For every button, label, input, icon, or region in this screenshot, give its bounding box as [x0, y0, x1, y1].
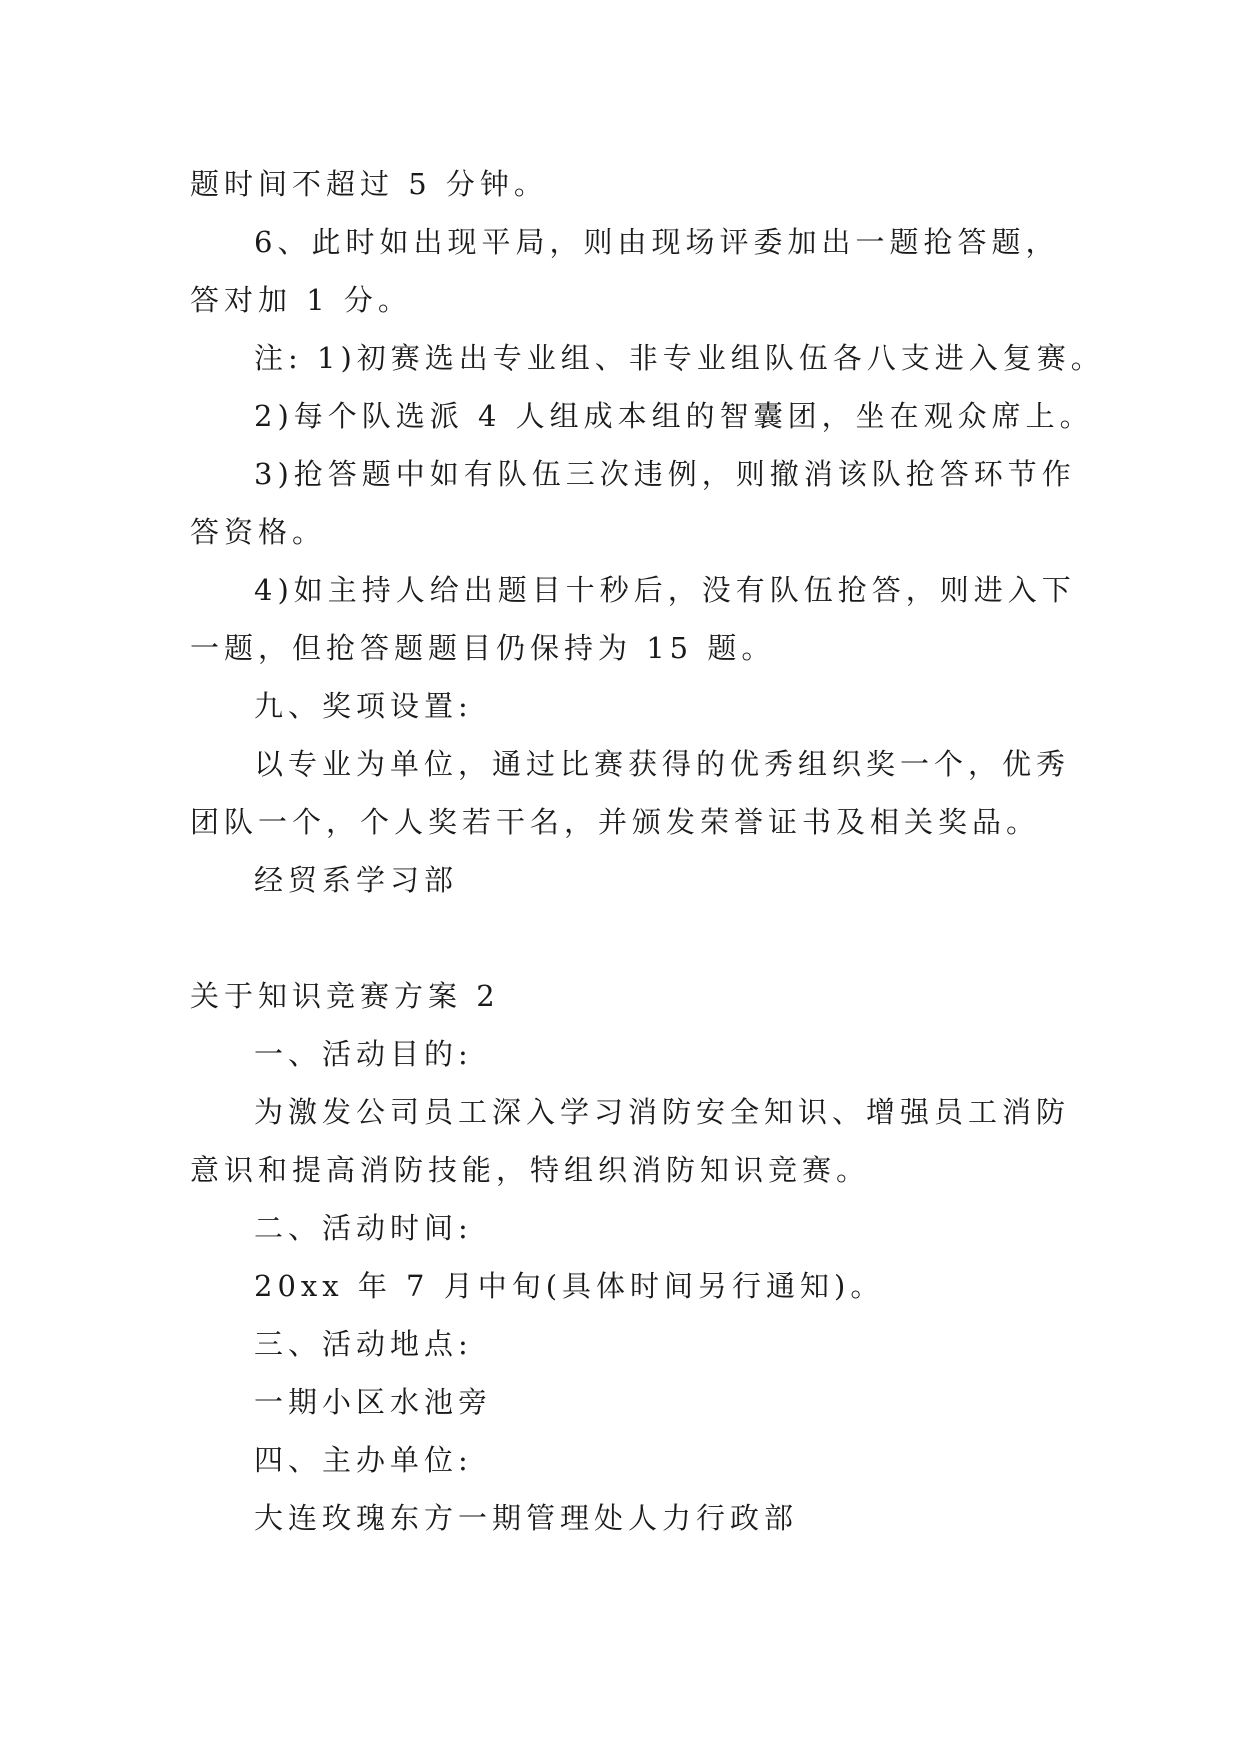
text-line: 为激发公司员工深入学习消防安全知识、增强员工消防 — [254, 1095, 1071, 1129]
text-line: 2)每个队选派 4 人组成本组的智囊团，坐在观众席上。 — [254, 399, 1094, 433]
signature-line: 经贸系学习部 — [254, 863, 459, 897]
text-line: 团队一个，个人奖若干名，并颁发荣誉证书及相关奖品。 — [190, 805, 1041, 839]
text-line: 4)如主持人给出题目十秒后，没有队伍抢答，则进入下 — [254, 573, 1076, 607]
text-line: 3)抢答题中如有队伍三次违例，则撤消该队抢答环节作 — [254, 457, 1076, 491]
section-heading: 二、活动时间: — [254, 1211, 473, 1245]
text-line: 意识和提高消防技能，特组织消防知识竞赛。 — [190, 1153, 871, 1187]
text-line: 一题，但抢答题题目仍保持为 15 题。 — [190, 631, 776, 665]
text-line: 答对加 1 分。 — [190, 283, 412, 317]
text-line: 6、此时如出现平局，则由现场评委加出一题抢答题， — [254, 225, 1060, 259]
text-line: 以专业为单位，通过比赛获得的优秀组织奖一个，优秀 — [254, 747, 1071, 781]
document-title: 关于知识竞赛方案 2 — [190, 979, 500, 1013]
text-line: 大连玫瑰东方一期管理处人力行政部 — [254, 1501, 799, 1535]
text-line: 注: 1)初赛选出专业组、非专业组队伍各八支进入复赛。 — [254, 341, 1105, 375]
text-line: 20xx 年 7 月中旬(具体时间另行通知)。 — [254, 1269, 885, 1303]
text-line: 答资格。 — [190, 515, 327, 549]
section-heading: 四、主办单位: — [254, 1443, 473, 1477]
section-heading: 一、活动目的: — [254, 1037, 473, 1071]
text-line: 题时间不超过 5 分钟。 — [190, 167, 548, 201]
text-line: 一期小区水池旁 — [254, 1385, 493, 1419]
section-heading: 九、奖项设置: — [254, 689, 473, 723]
section-heading: 三、活动地点: — [254, 1327, 473, 1361]
